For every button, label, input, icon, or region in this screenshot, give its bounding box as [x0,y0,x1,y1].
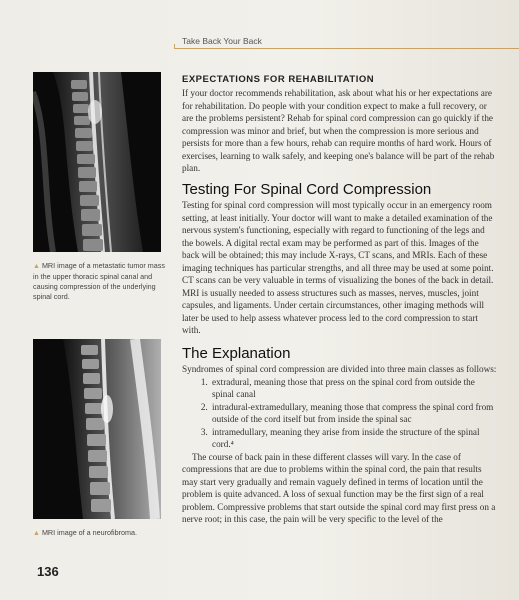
explanation-paragraph: The course of back pain in these different classes will vary. In the case of compressions that are due to problems within the spinal cord, the pain that results may start very gradually and remain vaguely defined in terms of location until the problem is quite advanced. A loss of sexual function may be the first sign of a real problem. Compressive problems that start outside the spinal cord may first press on a nerve root; in this case, the pain will be very specific to the level of the [182,451,496,524]
header-rule [174,48,519,49]
figure-caption-2 [33,528,168,539]
list-item: 2. intradural-extramedullary, meaning those that compress the spinal cord from outside of the cord itself but from inside the spinal sac [210,401,498,426]
testing-heading: Testing For Spinal Cord Compression [182,181,432,198]
compression-classes-list [182,376,498,451]
running-head: Take Back Your Back [182,36,262,46]
section-testing [182,181,498,337]
section-explanation [182,345,498,526]
figure-caption-2-text: MRI image of a neurofibroma. [41,528,138,537]
mri-image-neurofibroma [33,339,161,519]
explanation-heading: The Explanation [182,345,291,362]
section-rehabilitation [182,74,498,175]
mri-image-metastatic-tumor [33,72,161,252]
rehab-paragraph: If your doctor recommends rehabilitation, ask about what his or her expectations are for rehabilitation. Do people with your condition expect to make a full recovery, or are the problems persistent? Rehab for spinal cord compression can go quickly if the compression was minor and brief, but when the compression is more serious and persists for more than a few hours, rehab can require months of hard work. Hours of exercises, learning to walk safely, and keeping one's balance will be part of the rehab plan. [182,88,495,173]
explanation-intro: Syndromes of spinal cord compression are divided into three main classes as follows: [182,364,497,374]
page-number: 136 [37,564,59,579]
rehab-heading: EXPECTATIONS FOR REHABILITATION [182,74,375,85]
caption-marker-icon: ▲ [33,263,40,270]
testing-paragraph: Testing for spinal cord compression will most typically occur in an emergency room setting, at least initially. Your doctor will want to make a detailed examination of the nervous system's functioning, especially with regard to functioning of the legs and the bowels. A digital rectal exam may be performed as part of this. Images of the back will be obtained; this may include X-rays, CT scans, and MRIs. Each of these imaging techniques has particular strengths, and all three may be used at some point. CT scans can be very valuable in terms of visualizing the bones of the back in detail. MRI is usually needed to assess structures such as masses, nerves, muscles, joint capsules, and ligaments. Under certain circumstances, other imaging methods will later be used to help assess whatever process led to the cord compression to start with. [182,200,494,335]
figure-caption-1-text: MRI image of a metastatic tumor mass in the upper thoracic spinal canal and causing compression of the underlying spinal cord. [33,261,165,301]
list-item: 1. extradural, meaning those that press on the spinal cord from outside the spinal canal [210,376,498,401]
figure-caption-1 [33,261,168,302]
caption-marker-icon: ▲ [33,530,40,537]
list-item: 3. intramedullary, meaning they arise from inside the structure of the spinal cord.⁴ [210,426,498,451]
